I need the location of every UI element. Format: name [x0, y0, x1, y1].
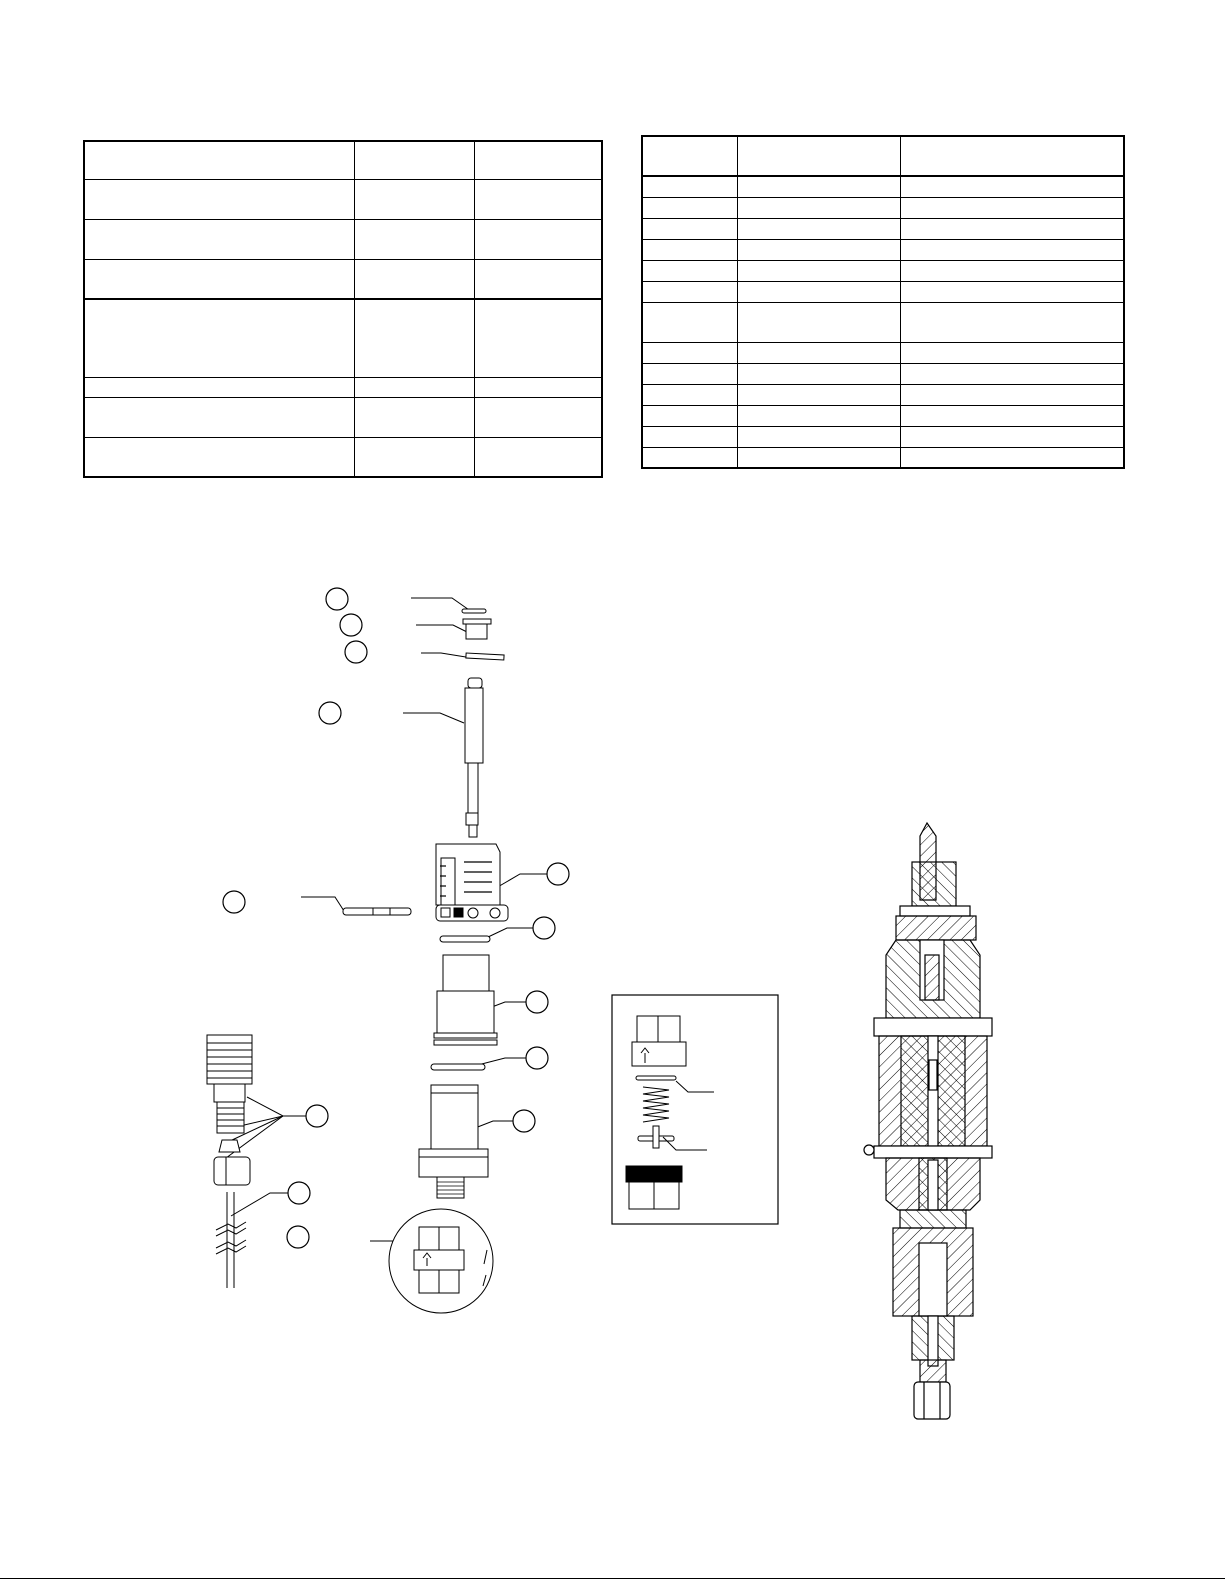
- lower-barrel-part: [419, 1085, 488, 1198]
- cap-part: [463, 619, 491, 639]
- callout-4: [319, 702, 341, 724]
- callout-10: [306, 1105, 328, 1127]
- check-valve-detail: [389, 1209, 493, 1313]
- tubing-part: [216, 1192, 246, 1288]
- callout-1: [326, 588, 348, 610]
- cylinder-sleeve-part: [434, 955, 497, 1045]
- o-ring-part: [440, 936, 490, 942]
- callout-9: [526, 1047, 548, 1069]
- washer-part: [466, 653, 504, 660]
- callout-group: [223, 588, 569, 1248]
- callout-6: [223, 891, 245, 913]
- check-valve-inset: [612, 995, 778, 1224]
- cross-section-view: [864, 823, 992, 1419]
- leader-lines: [226, 598, 547, 1253]
- callout-8: [526, 991, 548, 1013]
- o-ring-part: [462, 609, 486, 613]
- callout-11: [513, 1110, 535, 1132]
- o-ring-part: [431, 1064, 485, 1070]
- callout-5: [547, 863, 569, 885]
- callout-3: [345, 641, 367, 663]
- callout-7: [533, 917, 555, 939]
- plunger-rod-part: [465, 678, 483, 837]
- page-rule: [0, 1578, 1225, 1579]
- callout-12: [288, 1182, 310, 1204]
- housing-body-part: [436, 844, 508, 921]
- callout-2: [340, 614, 362, 636]
- callout-13: [287, 1226, 309, 1248]
- side-pin-part: [343, 908, 411, 915]
- tube-fitting-assembly: [207, 1035, 252, 1185]
